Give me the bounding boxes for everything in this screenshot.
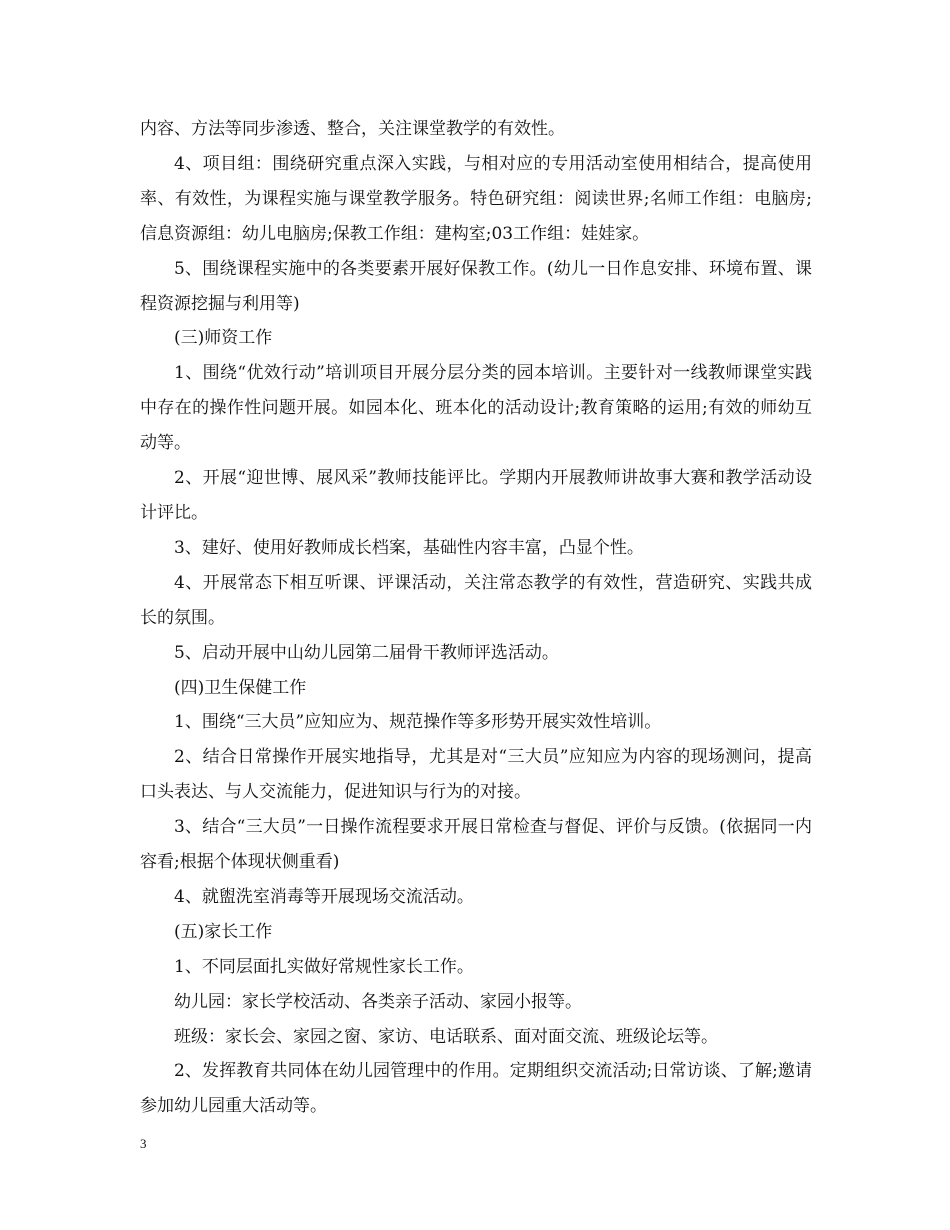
paragraph: 4、项目组：围绕研究重点深入实践，与相对应的专用活动室使用相结合，提高使用率、有效性，为课程实施与课堂教学服务。特色研究组：阅读世界;名师工作组：电脑房;信息资源组：幼儿电脑房;保教工作组：建构室;03工作组：娃娃家。: [140, 153, 812, 244]
paragraph: 3、建好、使用好教师成长档案，基础性内容丰富，凸显个性。: [174, 537, 644, 558]
paragraph: 内容、方法等同步渗透、整合，关注课堂教学的有效性。: [140, 119, 565, 139]
page-number: 3: [140, 1136, 147, 1151]
paragraph: 1、围绕“优效行动”培训项目开展分层分类的园本培训。主要针对一线教师课堂实践中存在的操作性问题开展。如园本化、班本化的活动设计;教育策略的运用;有效的师幼互动等。: [140, 363, 812, 454]
paragraph: 2、结合日常操作开展实地指导，尤其是对“三大员”应知应为内容的现场测问，提高口头表达、与人交流能力，促进知识与行为的对接。: [140, 747, 812, 803]
paragraph: 1、不同层面扎实做好常规性家长工作。: [174, 956, 474, 977]
body-text: [140, 112, 812, 1124]
paragraph: 班级：家长会、家园之窗、家访、电话联系、面对面交流、班级论坛等。: [174, 1026, 718, 1047]
paragraph: 1、围绕“三大员”应知应为、规范操作等多形势开展实效性培训。: [174, 712, 662, 733]
paragraph: 5、启动开展中山幼儿园第二届骨干教师评选活动。: [174, 642, 559, 663]
paragraph: 2、开展“迎世博、展风采”教师技能评比。学期内开展教师讲故事大赛和教学活动设计评比。: [140, 468, 812, 523]
section-heading: (五)家长工作: [174, 921, 273, 942]
paragraph: 4、开展常态下相互听课、评课活动，关注常态教学的有效性，营造研究、实践共成长的氛围。: [140, 572, 812, 628]
section-heading: (三)师资工作: [174, 328, 273, 349]
paragraph: 3、结合“三大员”一日操作流程要求开展日常检查与督促、评价与反馈。(依据同一内容看;根据个体现状侧重看): [140, 817, 812, 873]
paragraph: 2、发挥教育共同体在幼儿园管理中的作用。定期组织交流活动;日常访谈、了解;邀请参加幼儿园重大活动等。: [140, 1061, 812, 1117]
paragraph: 4、就盥洗室消毒等开展现场交流活动。: [174, 886, 474, 907]
paragraph: 幼儿园：家长学校活动、各类亲子活动、家园小报等。: [174, 991, 582, 1012]
section-heading: (四)卫生保健工作: [174, 677, 307, 698]
paragraph: 5、围绕课程实施中的各类要素开展好保教工作。(幼儿一日作息安排、环境布置、课程资源挖掘与利用等): [140, 258, 812, 314]
